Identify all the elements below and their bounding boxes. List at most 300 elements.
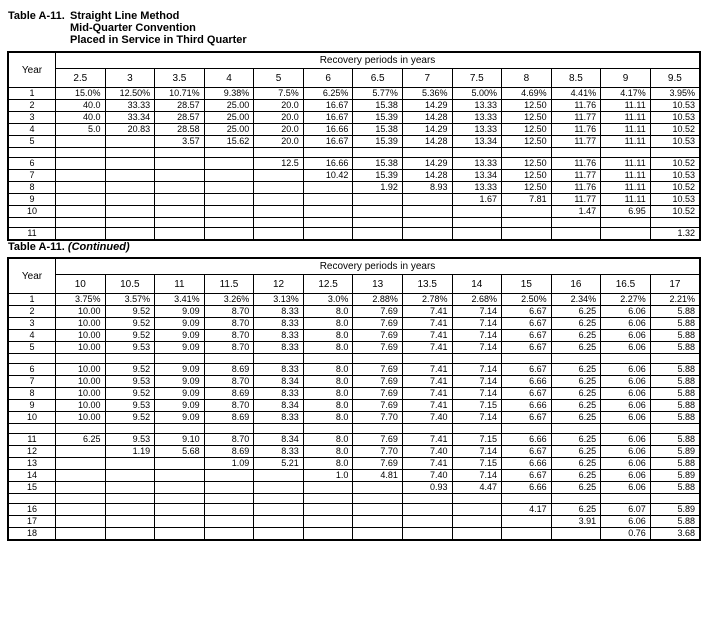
rate-value: 7.41 bbox=[429, 400, 448, 410]
table-row bbox=[8, 388, 700, 400]
rate-cell bbox=[452, 206, 502, 218]
rate-value: 40.0 bbox=[83, 100, 101, 110]
rate-cell bbox=[303, 494, 353, 504]
rate-cell bbox=[452, 124, 502, 136]
rate-cell bbox=[650, 424, 700, 434]
rate-cell bbox=[155, 434, 205, 446]
rate-cell bbox=[254, 170, 304, 182]
rate-cell bbox=[155, 388, 205, 400]
rate-cell bbox=[204, 528, 254, 541]
rate-cell bbox=[254, 306, 304, 318]
rate-cell bbox=[551, 482, 601, 494]
rate-cell bbox=[254, 100, 304, 112]
rate-value: 7.5% bbox=[278, 88, 299, 98]
rate-value: 11.77 bbox=[574, 136, 597, 146]
rate-value: 5.89 bbox=[677, 446, 695, 456]
rate-cell bbox=[56, 446, 106, 458]
rate-value: 8.93 bbox=[429, 182, 448, 192]
rate-cell bbox=[650, 158, 700, 170]
table-row bbox=[8, 330, 700, 342]
rate-cell bbox=[155, 376, 205, 388]
table-row bbox=[8, 446, 700, 458]
rate-cell bbox=[105, 306, 155, 318]
rate-cell bbox=[452, 112, 502, 124]
rate-value: 7.41 bbox=[429, 364, 448, 374]
rate-value: 6.66 bbox=[529, 458, 547, 468]
rate-value: 8.70 bbox=[231, 342, 250, 352]
rate-cell bbox=[551, 88, 601, 100]
rate-cell bbox=[502, 482, 552, 494]
rate-cell bbox=[155, 124, 205, 136]
rate-cell bbox=[452, 364, 502, 376]
rate-cell bbox=[56, 318, 106, 330]
rate-cell bbox=[551, 516, 601, 528]
rate-value: 8.33 bbox=[281, 388, 299, 398]
rate-cell bbox=[402, 400, 452, 412]
rate-value: 8.0 bbox=[335, 342, 349, 352]
rate-value: 2.34% bbox=[570, 294, 597, 304]
rate-cell bbox=[601, 228, 651, 241]
rate-value: 8.70 bbox=[231, 376, 250, 386]
row-year: 1 bbox=[8, 294, 56, 306]
rate-value: 16.66 bbox=[325, 124, 349, 134]
rate-cell bbox=[204, 100, 254, 112]
table-row bbox=[8, 182, 700, 194]
rate-value: 9.52 bbox=[132, 364, 151, 374]
rate-cell bbox=[551, 206, 601, 218]
rate-value: 14.28 bbox=[424, 136, 448, 146]
rate-cell bbox=[551, 376, 601, 388]
table-row bbox=[8, 470, 700, 482]
rate-cell bbox=[155, 112, 205, 124]
rate-value: 8.0 bbox=[335, 400, 349, 410]
rate-cell bbox=[353, 158, 403, 170]
rate-value: 10.00 bbox=[78, 342, 101, 352]
row-year bbox=[8, 218, 56, 228]
rate-cell bbox=[502, 354, 552, 364]
rate-value: 3.26% bbox=[223, 294, 250, 304]
rate-value: 3.75% bbox=[75, 294, 101, 304]
rate-cell bbox=[204, 504, 254, 516]
rate-cell bbox=[105, 148, 155, 158]
rate-cell bbox=[353, 318, 403, 330]
rate-cell bbox=[56, 354, 106, 364]
table-row bbox=[8, 494, 700, 504]
rate-cell bbox=[650, 136, 700, 148]
rate-value: 1.09 bbox=[231, 458, 250, 468]
rate-value: 9.10 bbox=[182, 434, 200, 444]
rate-cell bbox=[105, 528, 155, 541]
rate-cell bbox=[551, 388, 601, 400]
rate-value: 14.28 bbox=[424, 170, 448, 180]
rate-value: 5.77% bbox=[372, 88, 398, 98]
rate-value: 12.50 bbox=[524, 158, 547, 168]
rate-value: 5.89 bbox=[677, 470, 695, 480]
rate-value: 7.14 bbox=[479, 364, 498, 374]
rate-cell bbox=[155, 354, 205, 364]
rate-value: 20.0 bbox=[281, 124, 299, 134]
row-year bbox=[8, 494, 56, 504]
rate-value: 9.09 bbox=[182, 342, 200, 352]
rate-cell bbox=[56, 482, 106, 494]
rate-cell bbox=[303, 148, 353, 158]
row-year: 9 bbox=[8, 400, 56, 412]
rate-cell bbox=[204, 364, 254, 376]
table-row bbox=[8, 158, 700, 170]
rate-cell bbox=[353, 494, 403, 504]
rate-cell bbox=[254, 194, 304, 206]
row-year: 15 bbox=[8, 482, 56, 494]
rate-cell bbox=[452, 376, 502, 388]
rate-cell bbox=[601, 412, 651, 424]
rate-value: 11.76 bbox=[574, 158, 597, 168]
rate-cell bbox=[551, 364, 601, 376]
rate-value: 7.14 bbox=[479, 470, 498, 480]
rate-value: 1.32 bbox=[677, 228, 695, 238]
table-a11-part1 bbox=[7, 51, 701, 241]
rate-cell bbox=[303, 482, 353, 494]
rate-cell bbox=[303, 354, 353, 364]
rate-cell bbox=[353, 458, 403, 470]
rate-cell bbox=[650, 228, 700, 241]
rate-value: 11.76 bbox=[574, 124, 597, 134]
rate-cell bbox=[56, 528, 106, 541]
row-year: 3 bbox=[8, 112, 56, 124]
rate-cell bbox=[353, 482, 403, 494]
rate-value: 10.71% bbox=[169, 88, 200, 98]
rate-cell bbox=[353, 434, 403, 446]
rate-value: 9.53 bbox=[132, 342, 151, 352]
rate-value: 6.67 bbox=[529, 318, 547, 328]
rate-cell bbox=[601, 458, 651, 470]
rate-cell bbox=[601, 318, 651, 330]
rate-value: 8.69 bbox=[231, 446, 250, 456]
rate-cell bbox=[601, 158, 651, 170]
rate-cell bbox=[303, 194, 353, 206]
rate-cell bbox=[650, 318, 700, 330]
rate-cell bbox=[105, 124, 155, 136]
rate-value: 2.88% bbox=[372, 294, 398, 304]
rate-cell bbox=[452, 458, 502, 470]
table2-label: Table A-11. bbox=[8, 241, 65, 253]
rate-cell bbox=[204, 218, 254, 228]
rate-cell bbox=[303, 388, 353, 400]
rate-value: 7.41 bbox=[429, 376, 448, 386]
rate-value: 6.25 bbox=[578, 458, 597, 468]
rate-cell bbox=[204, 148, 254, 158]
rate-cell bbox=[353, 446, 403, 458]
rate-cell bbox=[56, 218, 106, 228]
rate-cell bbox=[502, 228, 552, 241]
rate-cell bbox=[452, 182, 502, 194]
table-row bbox=[8, 88, 700, 100]
rate-cell bbox=[303, 364, 353, 376]
rate-value: 10.53 bbox=[672, 112, 695, 122]
rate-value: 7.69 bbox=[380, 434, 398, 444]
rate-cell bbox=[452, 494, 502, 504]
rate-value: 25.00 bbox=[226, 100, 250, 110]
rate-value: 7.69 bbox=[380, 388, 398, 398]
rate-value: 6.66 bbox=[529, 482, 547, 492]
rate-cell bbox=[105, 388, 155, 400]
rate-value: 16.66 bbox=[325, 158, 349, 168]
rate-cell bbox=[254, 228, 304, 241]
rate-cell bbox=[650, 364, 700, 376]
rate-cell bbox=[254, 494, 304, 504]
rate-value: 7.69 bbox=[380, 342, 398, 352]
rate-value: 7.14 bbox=[479, 446, 498, 456]
table2-title bbox=[8, 241, 701, 253]
rate-cell bbox=[502, 342, 552, 354]
rate-cell bbox=[303, 504, 353, 516]
rate-cell bbox=[303, 318, 353, 330]
row-year: 2 bbox=[8, 306, 56, 318]
rate-cell bbox=[56, 228, 106, 241]
rate-value: 9.09 bbox=[182, 364, 200, 374]
table-row bbox=[8, 194, 700, 206]
rate-value: 7.14 bbox=[479, 318, 498, 328]
rate-cell bbox=[502, 148, 552, 158]
rate-value: 4.69% bbox=[521, 88, 547, 98]
rate-cell bbox=[204, 294, 254, 306]
table-row bbox=[8, 100, 700, 112]
table1-body bbox=[8, 88, 700, 241]
rate-cell bbox=[155, 170, 205, 182]
rate-cell bbox=[502, 516, 552, 528]
rate-cell bbox=[155, 206, 205, 218]
rate-value: 7.70 bbox=[380, 412, 398, 422]
rate-cell bbox=[105, 424, 155, 434]
rate-value: 12.50 bbox=[524, 100, 547, 110]
rate-cell bbox=[502, 124, 552, 136]
table-row bbox=[8, 400, 700, 412]
rate-cell bbox=[56, 206, 106, 218]
rate-cell bbox=[650, 330, 700, 342]
rate-cell bbox=[353, 218, 403, 228]
row-year: 18 bbox=[8, 528, 56, 541]
rate-value: 6.25 bbox=[578, 482, 597, 492]
rate-cell bbox=[303, 170, 353, 182]
rate-cell bbox=[502, 112, 552, 124]
rate-value: 6.06 bbox=[628, 482, 646, 492]
rate-value: 6.06 bbox=[628, 318, 646, 328]
rate-cell bbox=[601, 528, 651, 541]
rate-value: 15.38 bbox=[375, 158, 398, 168]
rate-cell bbox=[650, 124, 700, 136]
table-row bbox=[8, 228, 700, 241]
rate-value: 25.00 bbox=[226, 124, 250, 134]
rate-cell bbox=[551, 170, 601, 182]
rate-value: 13.34 bbox=[474, 170, 498, 180]
table2-col-header: 11 bbox=[155, 275, 205, 294]
rate-cell bbox=[204, 376, 254, 388]
rate-cell bbox=[402, 206, 452, 218]
rate-cell bbox=[105, 194, 155, 206]
rate-value: 8.0 bbox=[335, 434, 349, 444]
rate-cell bbox=[650, 516, 700, 528]
rate-cell bbox=[650, 88, 700, 100]
rate-value: 20.0 bbox=[281, 100, 299, 110]
rate-value: 6.07 bbox=[628, 504, 646, 514]
rate-cell bbox=[105, 158, 155, 170]
rate-value: 7.69 bbox=[380, 318, 398, 328]
rate-cell bbox=[254, 182, 304, 194]
row-year: 7 bbox=[8, 376, 56, 388]
rate-value: 28.58 bbox=[177, 124, 200, 134]
rate-cell bbox=[650, 504, 700, 516]
table1-head bbox=[8, 52, 700, 88]
rate-cell bbox=[353, 100, 403, 112]
rate-cell bbox=[105, 136, 155, 148]
table2-col-header: 10 bbox=[56, 275, 106, 294]
rate-cell bbox=[254, 434, 304, 446]
rate-cell bbox=[502, 376, 552, 388]
rate-value: 7.14 bbox=[479, 388, 498, 398]
rate-cell bbox=[601, 206, 651, 218]
rate-value: 40.0 bbox=[83, 112, 101, 122]
rate-cell bbox=[452, 294, 502, 306]
rate-value: 13.33 bbox=[474, 124, 498, 134]
rate-value: 9.09 bbox=[182, 318, 200, 328]
rate-cell bbox=[56, 516, 106, 528]
rate-cell bbox=[551, 494, 601, 504]
table-row bbox=[8, 318, 700, 330]
table1-col-header: 9.5 bbox=[650, 69, 700, 88]
rate-cell bbox=[155, 194, 205, 206]
rate-value: 11.11 bbox=[624, 194, 646, 204]
rate-cell bbox=[254, 482, 304, 494]
rate-value: 8.70 bbox=[231, 306, 250, 316]
rate-value: 6.66 bbox=[529, 376, 547, 386]
rate-cell bbox=[204, 112, 254, 124]
row-year bbox=[8, 148, 56, 158]
row-year: 5 bbox=[8, 342, 56, 354]
rate-cell bbox=[402, 330, 452, 342]
rate-cell bbox=[303, 136, 353, 148]
table2-col-header: 12.5 bbox=[303, 275, 353, 294]
rate-cell bbox=[353, 400, 403, 412]
rate-cell bbox=[353, 170, 403, 182]
rate-value: 6.06 bbox=[628, 364, 646, 374]
rate-cell bbox=[452, 400, 502, 412]
rate-cell bbox=[155, 148, 205, 158]
rate-cell bbox=[303, 458, 353, 470]
rate-value: 8.33 bbox=[281, 446, 299, 456]
table-row bbox=[8, 306, 700, 318]
rate-value: 6.25 bbox=[83, 434, 101, 444]
rate-cell bbox=[650, 446, 700, 458]
rate-value: 9.38% bbox=[223, 88, 250, 98]
rate-value: 7.14 bbox=[479, 306, 498, 316]
table1-span-header: Recovery periods in years bbox=[56, 52, 701, 69]
rate-cell bbox=[204, 206, 254, 218]
rate-cell bbox=[402, 88, 452, 100]
rate-cell bbox=[502, 170, 552, 182]
table1-col-header: 3.5 bbox=[155, 69, 205, 88]
rate-cell bbox=[353, 504, 403, 516]
rate-value: 7.14 bbox=[479, 342, 498, 352]
rate-value: 12.50 bbox=[524, 112, 547, 122]
rate-cell bbox=[353, 206, 403, 218]
rate-value: 1.47 bbox=[578, 206, 597, 216]
row-year: 5 bbox=[8, 136, 56, 148]
rate-value: 11.11 bbox=[624, 100, 646, 110]
rate-value: 11.76 bbox=[574, 182, 597, 192]
rate-cell bbox=[551, 330, 601, 342]
rate-value: 7.81 bbox=[529, 194, 547, 204]
rate-cell bbox=[105, 516, 155, 528]
rate-value: 4.47 bbox=[479, 482, 498, 492]
rate-value: 7.41 bbox=[429, 318, 448, 328]
rate-value: 16.67 bbox=[325, 100, 349, 110]
rate-cell bbox=[502, 182, 552, 194]
rate-cell bbox=[56, 412, 106, 424]
rate-value: 15.38 bbox=[375, 100, 398, 110]
table-row bbox=[8, 482, 700, 494]
rate-value: 1.19 bbox=[132, 446, 151, 456]
rate-cell bbox=[601, 182, 651, 194]
rate-value: 12.50 bbox=[524, 136, 547, 146]
rate-cell bbox=[303, 412, 353, 424]
rate-value: 7.15 bbox=[479, 400, 498, 410]
rate-value: 6.06 bbox=[628, 306, 646, 316]
rate-cell bbox=[353, 388, 403, 400]
rate-cell bbox=[452, 330, 502, 342]
rate-cell bbox=[551, 470, 601, 482]
rate-value: 7.41 bbox=[429, 330, 448, 340]
rate-cell bbox=[56, 342, 106, 354]
rate-value: 10.00 bbox=[78, 306, 101, 316]
rate-cell bbox=[502, 294, 552, 306]
rate-cell bbox=[105, 88, 155, 100]
rate-cell bbox=[402, 218, 452, 228]
rate-cell bbox=[502, 158, 552, 170]
rate-value: 3.95% bbox=[669, 88, 695, 98]
rate-value: 11.11 bbox=[624, 112, 646, 122]
rate-cell bbox=[650, 354, 700, 364]
rate-cell bbox=[402, 158, 452, 170]
rate-cell bbox=[650, 100, 700, 112]
rate-value: 11.11 bbox=[624, 158, 646, 168]
rate-cell bbox=[650, 206, 700, 218]
rate-cell bbox=[650, 112, 700, 124]
table-row bbox=[8, 170, 700, 182]
rate-cell bbox=[601, 112, 651, 124]
rate-cell bbox=[402, 170, 452, 182]
rate-value: 20.0 bbox=[281, 112, 299, 122]
row-year: 4 bbox=[8, 330, 56, 342]
rate-value: 6.06 bbox=[628, 470, 646, 480]
rate-value: 5.36% bbox=[421, 88, 448, 98]
rate-value: 2.50% bbox=[521, 294, 547, 304]
rate-value: 10.00 bbox=[78, 400, 101, 410]
rate-cell bbox=[601, 136, 651, 148]
rate-cell bbox=[254, 446, 304, 458]
table2-col-header: 11.5 bbox=[204, 275, 254, 294]
rate-cell bbox=[254, 470, 304, 482]
rate-value: 5.88 bbox=[677, 434, 695, 444]
rate-value: 10.53 bbox=[672, 194, 695, 204]
rate-value: 7.69 bbox=[380, 400, 398, 410]
rate-cell bbox=[155, 400, 205, 412]
table1-col-header: 6.5 bbox=[353, 69, 403, 88]
rate-cell bbox=[204, 354, 254, 364]
rate-cell bbox=[353, 112, 403, 124]
rate-value: 8.34 bbox=[281, 376, 299, 386]
rate-value: 11.11 bbox=[624, 182, 646, 192]
rate-value: 10.00 bbox=[78, 318, 101, 328]
rate-value: 15.39 bbox=[375, 112, 398, 122]
